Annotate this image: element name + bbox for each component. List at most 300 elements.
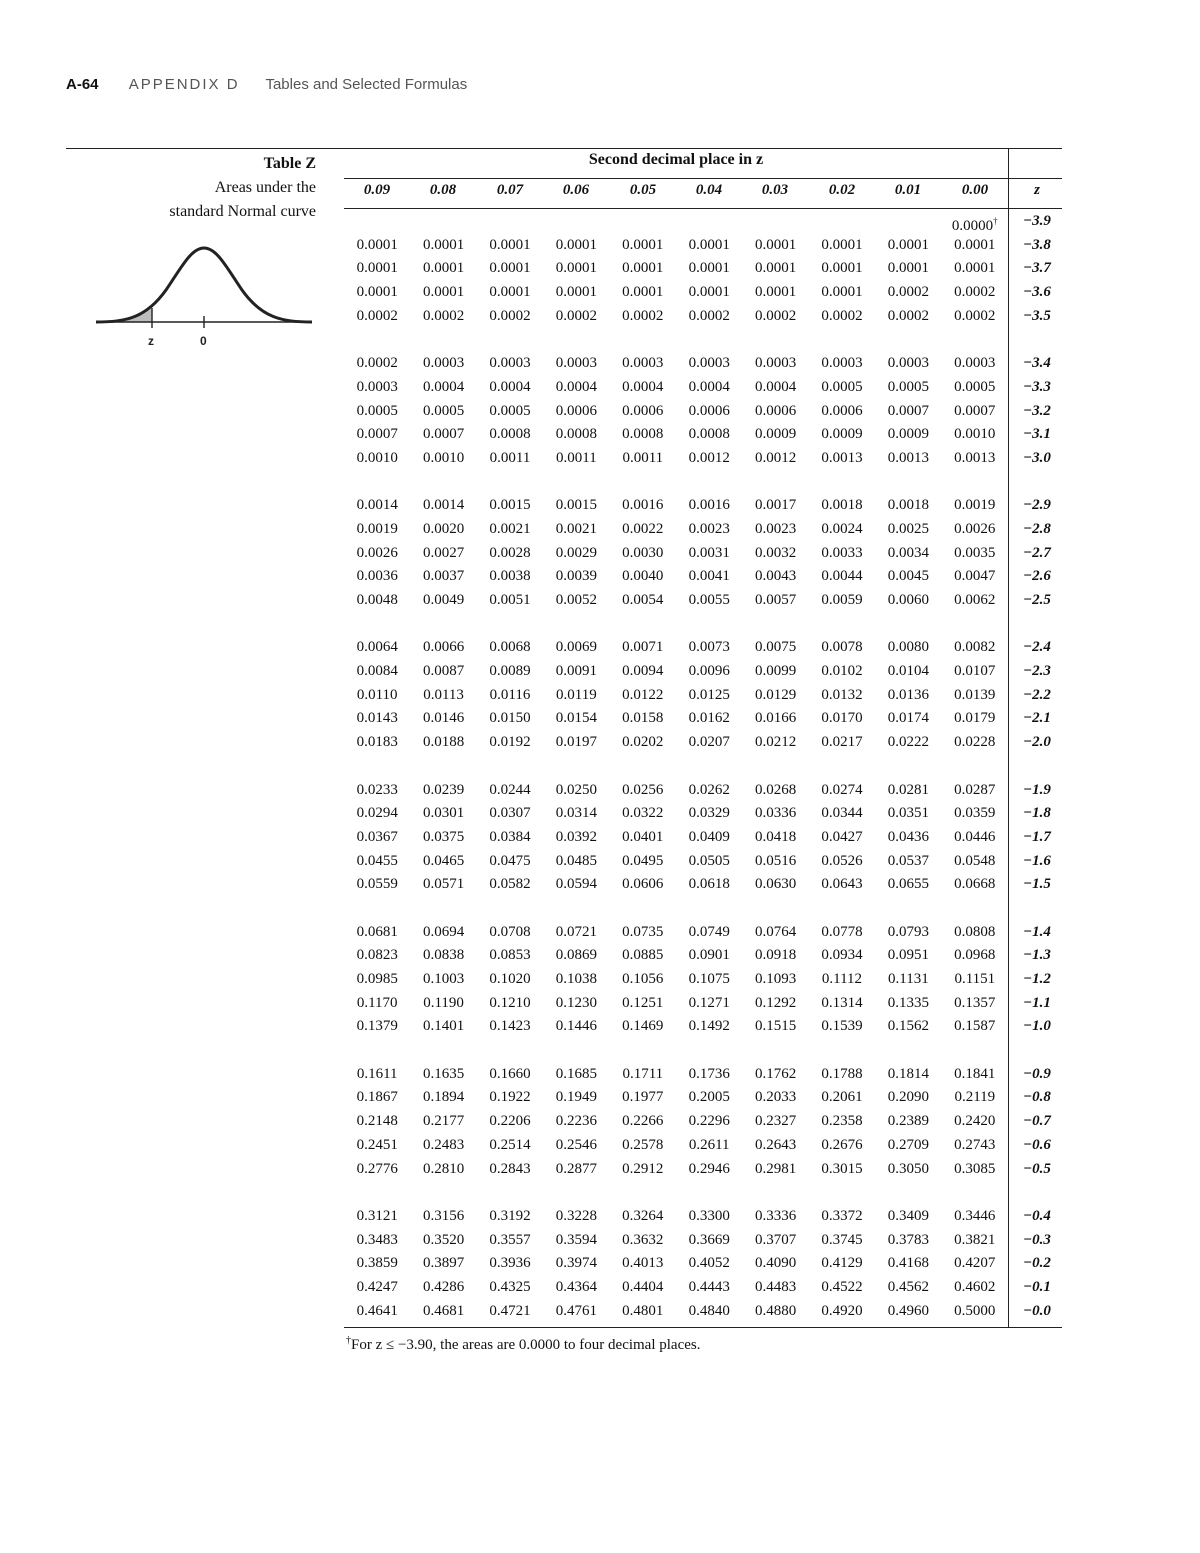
cell-value: 0.0021 — [489, 520, 531, 537]
table-cell — [477, 636, 543, 660]
cell-value: 0.3859 — [356, 1255, 398, 1272]
cell-value: 0.0012 — [688, 449, 730, 466]
cell-value: 0.0183 — [356, 734, 398, 751]
table-cell — [875, 234, 941, 258]
table-row — [344, 257, 1062, 281]
cell-value: 0.0087 — [422, 663, 465, 680]
table-cell — [410, 636, 476, 660]
table-cell — [676, 589, 742, 613]
cell-value: 0.1401 — [422, 1018, 465, 1035]
table-cell — [543, 234, 609, 258]
cell-value: 0.1112 — [821, 971, 863, 987]
cell-value: 0.0571 — [422, 876, 465, 893]
z-axis-label: z — [148, 334, 154, 348]
cell-value: 0.2090 — [887, 1089, 929, 1106]
table-cell — [676, 1063, 742, 1087]
table-cell — [543, 826, 609, 850]
cell-value: 0.0007 — [887, 402, 929, 419]
cell-value: 0.3707 — [754, 1231, 797, 1248]
cell-value: 0.0096 — [688, 663, 730, 680]
table-cell — [875, 850, 941, 874]
cell-value: 0.2119 — [954, 1089, 996, 1106]
table-row — [344, 1110, 1062, 1134]
table-caption — [169, 152, 316, 224]
cell-value: 0.0002 — [555, 307, 597, 324]
cell-value: 0.4483 — [754, 1278, 797, 1295]
table-cell — [809, 660, 875, 684]
cell-value: 0.1271 — [688, 994, 730, 1011]
table-cell — [942, 518, 1008, 542]
table-cell — [344, 400, 410, 424]
table-cell — [477, 542, 543, 566]
cell-value: 0.1170 — [356, 994, 398, 1011]
table-cell — [809, 565, 875, 589]
cell-value: 0.0001 — [422, 236, 465, 253]
table-cell — [477, 707, 543, 731]
cell-value: 0.0001 — [555, 284, 597, 301]
table-cell — [610, 1063, 676, 1087]
cell-value: 0.0002 — [754, 307, 797, 324]
cell-value: 0.0294 — [356, 805, 398, 822]
table-cell — [676, 281, 742, 305]
cell-value: 0.0003 — [887, 355, 929, 372]
cell-value: 0.0005 — [887, 378, 929, 395]
table-cell — [942, 1300, 1008, 1324]
cell-value: 0.0049 — [422, 592, 465, 608]
cell-value: 0.0073 — [688, 639, 730, 656]
table-cell — [809, 684, 875, 708]
cell-value: 0.0668 — [954, 876, 996, 893]
table-row — [344, 494, 1062, 518]
cell-value: 0.2776 — [356, 1160, 398, 1177]
cell-value: 0.0655 — [887, 876, 929, 893]
table-cell — [676, 968, 742, 992]
table-cell — [809, 944, 875, 968]
z-value: −1.1 — [1023, 994, 1051, 1011]
table-cell — [942, 802, 1008, 826]
table-cell — [742, 968, 808, 992]
cell-value: 0.0001 — [688, 260, 730, 277]
cell-value: 0.0778 — [821, 923, 863, 940]
cell-value: 0.1977 — [622, 1089, 664, 1106]
table-cell — [543, 1300, 609, 1324]
table-cell — [809, 423, 875, 447]
cell-value: 0.0158 — [622, 710, 664, 727]
table-cell — [875, 873, 941, 897]
cell-value: 0.1357 — [954, 994, 996, 1011]
cell-value: 0.0526 — [821, 852, 863, 869]
cell-value: 0.0869 — [555, 947, 597, 964]
table-cell — [344, 707, 410, 731]
cell-value: 0.4920 — [821, 1302, 863, 1319]
table-row — [344, 968, 1062, 992]
table-cell — [875, 802, 941, 826]
cell-value: 0.1736 — [688, 1065, 730, 1082]
table-row — [344, 992, 1062, 1016]
cell-value: 0.1093 — [754, 971, 797, 987]
cell-value: 0.0004 — [555, 378, 597, 395]
table-cell — [676, 447, 742, 471]
cell-value: 0.0113 — [423, 686, 464, 703]
cell-value: 0.0934 — [821, 947, 863, 964]
cell-value: 0.3446 — [954, 1207, 996, 1224]
cell-value: 0.0475 — [489, 852, 531, 869]
table-cell — [942, 281, 1008, 305]
column-header: 0.06 — [562, 182, 590, 198]
table-cell — [610, 660, 676, 684]
table-cell — [942, 1063, 1008, 1087]
table-cell — [344, 779, 410, 803]
cell-value: 0.0000 — [951, 218, 994, 234]
table-row — [344, 707, 1062, 731]
table-cell — [344, 1229, 410, 1253]
table-cell — [410, 352, 476, 376]
table-cell — [676, 1229, 742, 1253]
table-cell — [809, 1205, 875, 1229]
table-cell — [676, 257, 742, 281]
z-value: −0.2 — [1023, 1255, 1051, 1272]
cell-value: 0.2981 — [754, 1160, 797, 1177]
cell-value: 0.2514 — [489, 1136, 531, 1153]
cell-value: 0.0091 — [555, 663, 597, 680]
table-cell — [477, 850, 543, 874]
table-cell — [344, 850, 410, 874]
table-cell — [809, 1229, 875, 1253]
cell-value: 0.0013 — [887, 449, 929, 466]
z-value: −1.4 — [1023, 923, 1051, 940]
table-cell — [543, 1086, 609, 1110]
cell-value: 0.0256 — [622, 781, 664, 798]
table-cell — [742, 257, 808, 281]
table-cell — [344, 257, 410, 281]
cell-value: 0.0001 — [821, 260, 863, 277]
table-cell — [676, 1158, 742, 1182]
table-cell — [742, 1134, 808, 1158]
cell-value: 0.4168 — [887, 1255, 929, 1272]
z-value: −3.4 — [1023, 355, 1051, 372]
cell-value: 0.0735 — [622, 923, 664, 940]
cell-value: 0.3632 — [622, 1231, 664, 1248]
cell-value: 0.0102 — [821, 663, 863, 680]
table-cell — [942, 423, 1008, 447]
group-spacer — [344, 1039, 1062, 1063]
z-value: −3.5 — [1023, 307, 1051, 324]
cell-value: 0.0268 — [754, 781, 797, 798]
cell-value: 0.0548 — [954, 852, 996, 869]
cell-value: 0.0003 — [821, 355, 863, 372]
cell-value: 0.2236 — [555, 1113, 597, 1130]
cell-value: 0.0505 — [688, 852, 730, 869]
cell-value: 0.0838 — [422, 947, 465, 964]
cell-value: 0.0044 — [821, 568, 863, 585]
cell-value: 0.1292 — [754, 994, 797, 1011]
table-cell — [809, 850, 875, 874]
table-cell — [610, 873, 676, 897]
cell-value: 0.1611 — [356, 1065, 398, 1082]
z-value: −1.7 — [1023, 828, 1051, 845]
table-cell — [676, 873, 742, 897]
table-cell — [676, 1276, 742, 1300]
cell-value: 0.0721 — [555, 923, 597, 940]
cell-value: 0.1539 — [821, 1018, 863, 1035]
table-cell — [742, 1063, 808, 1087]
table-cell — [543, 352, 609, 376]
table-cell — [875, 660, 941, 684]
table-cell — [610, 257, 676, 281]
table-cell — [742, 660, 808, 684]
table-cell — [742, 1158, 808, 1182]
table-cell — [477, 684, 543, 708]
cell-value: 0.3121 — [356, 1207, 398, 1224]
table-row — [344, 210, 1062, 234]
cell-value: 0.0003 — [489, 355, 531, 372]
cell-value: 0.0071 — [622, 639, 664, 656]
cell-value: 0.0028 — [489, 544, 531, 561]
table-cell — [676, 992, 742, 1016]
table-cell — [477, 1276, 543, 1300]
table-cell — [942, 826, 1008, 850]
cell-value: 0.0375 — [422, 828, 465, 845]
cell-value: 0.1210 — [489, 994, 531, 1011]
table-cell — [410, 1110, 476, 1134]
cell-value: 0.0129 — [754, 686, 797, 703]
cell-value: 0.0002 — [887, 284, 929, 301]
table-cell — [543, 707, 609, 731]
cell-value: 0.0136 — [887, 686, 929, 703]
cell-value: 0.1949 — [555, 1089, 597, 1106]
cell-value: 0.0024 — [821, 520, 863, 537]
cell-value: 0.0040 — [622, 568, 664, 585]
column-header: 0.04 — [695, 182, 723, 198]
cell-value: 0.0516 — [754, 852, 797, 869]
column-header: 0.08 — [429, 182, 457, 198]
table-cell — [676, 826, 742, 850]
cell-value: 0.0003 — [622, 355, 664, 372]
table-cell — [809, 352, 875, 376]
table-cell — [676, 1134, 742, 1158]
table-cell — [543, 1015, 609, 1039]
table-cell — [344, 447, 410, 471]
table-cell — [610, 352, 676, 376]
table-cell — [410, 1134, 476, 1158]
cell-value: 0.0005 — [954, 378, 996, 395]
cell-value: 0.0001 — [356, 236, 398, 253]
z-value: −0.6 — [1023, 1136, 1051, 1153]
footnote-text: For z ≤ −3.90, the areas are 0.0000 to four decimal places. — [351, 1337, 701, 1353]
normal-curve-figure — [96, 240, 312, 350]
spanner-rule — [344, 178, 1062, 179]
cell-value: 0.0051 — [489, 592, 531, 608]
z-value: −3.9 — [1023, 213, 1051, 229]
cell-value: 0.4090 — [754, 1255, 797, 1272]
footnote-mark: † — [346, 1335, 351, 1346]
table-cell — [942, 352, 1008, 376]
table-cell — [477, 494, 543, 518]
cell-value: 0.0003 — [688, 355, 730, 372]
table-cell — [942, 636, 1008, 660]
cell-value: 0.0009 — [887, 426, 929, 443]
cell-value: 0.0033 — [821, 544, 863, 561]
table-row — [344, 1276, 1062, 1300]
table-cell — [410, 660, 476, 684]
column-header: 0.02 — [828, 182, 856, 198]
table-cell — [942, 707, 1008, 731]
z-value: −2.1 — [1023, 710, 1051, 727]
table-row — [344, 1158, 1062, 1182]
table-cell — [875, 1252, 941, 1276]
table-cell — [410, 1086, 476, 1110]
table-cell — [809, 707, 875, 731]
table-cell — [410, 1300, 476, 1324]
cell-value: 0.2709 — [887, 1136, 929, 1153]
table-cell — [809, 518, 875, 542]
cell-value: 0.0037 — [422, 568, 465, 585]
cell-value: 0.0162 — [688, 710, 730, 727]
cell-value: 0.0005 — [356, 402, 398, 419]
table-cell — [809, 1086, 875, 1110]
cell-value: 0.0122 — [622, 686, 664, 703]
table-cell — [477, 802, 543, 826]
cell-value: 0.0030 — [622, 544, 664, 561]
page-number: A-64 — [66, 76, 99, 93]
cell-footnote-mark: † — [993, 216, 998, 226]
cell-value: 0.0132 — [821, 686, 863, 703]
cell-value: 0.3974 — [555, 1255, 597, 1272]
cell-value: 0.0019 — [954, 497, 996, 514]
table-cell — [942, 944, 1008, 968]
table-cell — [410, 921, 476, 945]
cell-value: 0.0005 — [422, 402, 465, 419]
table-cell — [543, 1110, 609, 1134]
cell-value: 0.2296 — [688, 1113, 730, 1130]
cell-value: 0.2061 — [821, 1089, 863, 1106]
table-cell — [809, 1134, 875, 1158]
table-cell — [543, 636, 609, 660]
table-cell — [477, 376, 543, 400]
table-cell — [742, 1015, 808, 1039]
table-cell — [543, 1134, 609, 1158]
table-cell — [543, 542, 609, 566]
table-row — [344, 921, 1062, 945]
z-value: −1.9 — [1023, 781, 1051, 798]
table-cell — [344, 542, 410, 566]
table-cell — [410, 281, 476, 305]
table-cell — [809, 447, 875, 471]
table-cell — [543, 305, 609, 329]
table-cell — [477, 305, 543, 329]
cell-value: 0.0344 — [821, 805, 863, 822]
cell-value: 0.0002 — [622, 307, 664, 324]
table-cell — [942, 1158, 1008, 1182]
table-cell — [344, 636, 410, 660]
table-cell — [875, 423, 941, 447]
cell-value: 0.4880 — [754, 1302, 797, 1319]
cell-value: 0.4052 — [688, 1255, 730, 1272]
table-cell — [477, 992, 543, 1016]
table-row — [344, 518, 1062, 542]
cell-value: 0.0125 — [688, 686, 730, 703]
table-cell — [610, 589, 676, 613]
table-cell — [543, 494, 609, 518]
cell-value: 0.4761 — [555, 1302, 597, 1319]
table-cell — [610, 1300, 676, 1324]
cell-value: 0.0038 — [489, 568, 531, 585]
cell-value: 0.2389 — [887, 1113, 929, 1130]
table-row — [344, 731, 1062, 755]
cell-value: 0.0146 — [422, 710, 465, 727]
table-cell — [742, 1110, 808, 1134]
table-cell — [676, 850, 742, 874]
table-cell — [344, 1276, 410, 1300]
column-header: 0.03 — [761, 182, 789, 198]
cell-value: 0.0207 — [688, 734, 730, 751]
cell-value: 0.0001 — [555, 260, 597, 277]
cell-value: 0.0082 — [954, 639, 996, 656]
z-value: −1.8 — [1023, 805, 1051, 822]
cell-value: 0.0495 — [622, 852, 664, 869]
table-cell — [742, 707, 808, 731]
table-cell — [410, 1276, 476, 1300]
cell-value: 0.0022 — [622, 520, 664, 537]
table-cell — [942, 589, 1008, 613]
cell-value: 0.2578 — [622, 1136, 664, 1153]
table-row — [344, 684, 1062, 708]
table-cell — [875, 518, 941, 542]
cell-value: 0.0007 — [422, 426, 465, 443]
cell-value: 0.0188 — [422, 734, 465, 751]
cell-value: 0.0001 — [688, 284, 730, 301]
group-spacer — [344, 897, 1062, 921]
cell-value: 0.0301 — [422, 805, 465, 822]
cell-value: 0.3669 — [688, 1231, 730, 1248]
table-cell — [809, 1276, 875, 1300]
z-value: −0.9 — [1023, 1065, 1051, 1082]
cell-value: 0.4681 — [422, 1302, 465, 1319]
table-cell — [610, 921, 676, 945]
table-cell — [875, 992, 941, 1016]
cell-value: 0.0068 — [489, 639, 531, 656]
cell-value: 0.3483 — [356, 1231, 398, 1248]
table-cell — [477, 1229, 543, 1253]
cell-value: 0.0010 — [954, 426, 996, 443]
cell-value: 0.0036 — [356, 568, 398, 585]
table-cell — [742, 802, 808, 826]
cell-value: 0.3372 — [821, 1207, 863, 1224]
cell-value: 0.4207 — [954, 1255, 996, 1272]
table-cell — [809, 305, 875, 329]
cell-value: 0.2451 — [356, 1136, 398, 1153]
cell-value: 0.0060 — [887, 592, 929, 608]
cell-value: 0.0401 — [622, 828, 664, 845]
table-cell — [610, 494, 676, 518]
cell-value: 0.0012 — [754, 449, 797, 466]
table-cell — [477, 1205, 543, 1229]
cell-value: 0.3821 — [954, 1231, 996, 1248]
table-cell — [410, 1063, 476, 1087]
table-cell — [676, 636, 742, 660]
table-cell — [410, 234, 476, 258]
table-row — [344, 400, 1062, 424]
table-cell — [942, 1134, 1008, 1158]
cell-value: 0.0116 — [489, 686, 531, 703]
cell-value: 0.0367 — [356, 828, 398, 845]
table-cell — [742, 921, 808, 945]
cell-value: 0.0059 — [821, 592, 863, 608]
table-cell — [410, 305, 476, 329]
cell-value: 0.0446 — [954, 828, 996, 845]
cell-value: 0.3085 — [954, 1160, 996, 1177]
z-table-body — [344, 210, 1062, 1323]
